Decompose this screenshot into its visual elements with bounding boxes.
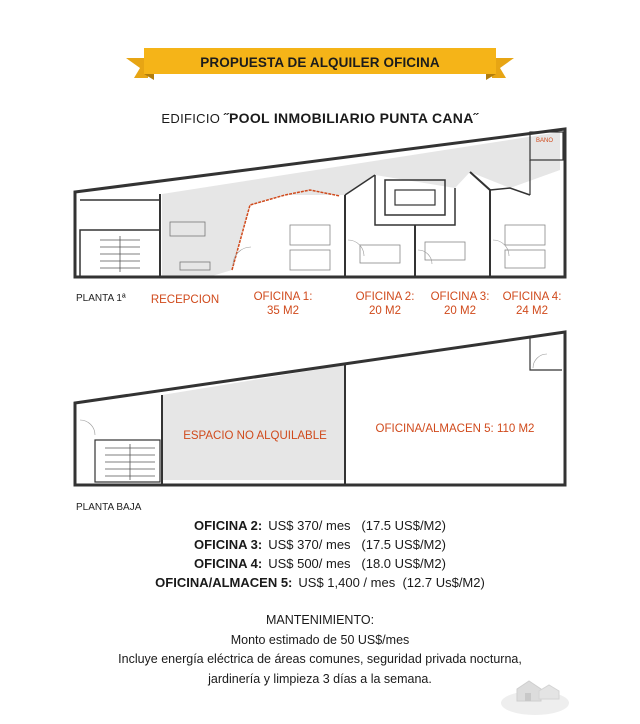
area-oficina-4: OFICINA 4: 24 M2 <box>502 291 562 317</box>
area-oficina-2: OFICINA 2: 20 M2 <box>355 291 415 317</box>
upper-floor-plan <box>75 129 565 277</box>
price-row: OFICINA 4: US$ 500/ mes (18.0 US$/M2) <box>194 556 446 571</box>
area-recepcion: RECEPCION <box>150 294 220 306</box>
company-logo <box>495 665 575 720</box>
price-row: OFICINA 3: US$ 370/ mes (17.5 US$/M2) <box>194 537 446 552</box>
bath-label: BANO <box>536 138 554 144</box>
area-oficina-3: OFICINA 3: 20 M2 <box>430 291 490 317</box>
ground-floor-plan <box>75 332 565 485</box>
area-oficina-1: OFICINA 1: 35 M2 <box>253 291 313 317</box>
area-no-alquilable: ESPACIO NO ALQUILABLE <box>183 430 327 442</box>
building-prefix: EDIFICIO <box>161 111 221 126</box>
upper-floor-label: PLANTA 1ª <box>76 293 126 304</box>
building-name: ˝POOL INMOBILIARIO PUNTA CANA˝ <box>224 110 479 126</box>
maintenance-line: Incluye energía eléctrica de áreas comunes, seguridad privada nocturna, <box>118 652 522 666</box>
ground-floor-label: PLANTA BAJA <box>76 502 142 513</box>
price-list <box>0 516 640 592</box>
maintenance-line: jardinería y limpieza 3 días a la semana. <box>208 671 432 686</box>
maintenance-title: MANTENIMIENTO: <box>265 613 375 627</box>
price-row: OFICINA 2: US$ 370/ mes (17.5 US$/M2) <box>194 518 446 533</box>
banner-title: PROPUESTA DE ALQUILER OFICINA <box>200 55 440 70</box>
price-row: OFICINA/ALMACEN 5: US$ 1,400 / mes (12.7 Us$/M2) <box>155 575 485 590</box>
area-oficina-almacen-5: OFICINA/ALMACEN 5: 110 M2 <box>375 423 535 435</box>
maintenance-line: Monto estimado de 50 US$/mes <box>230 632 410 647</box>
